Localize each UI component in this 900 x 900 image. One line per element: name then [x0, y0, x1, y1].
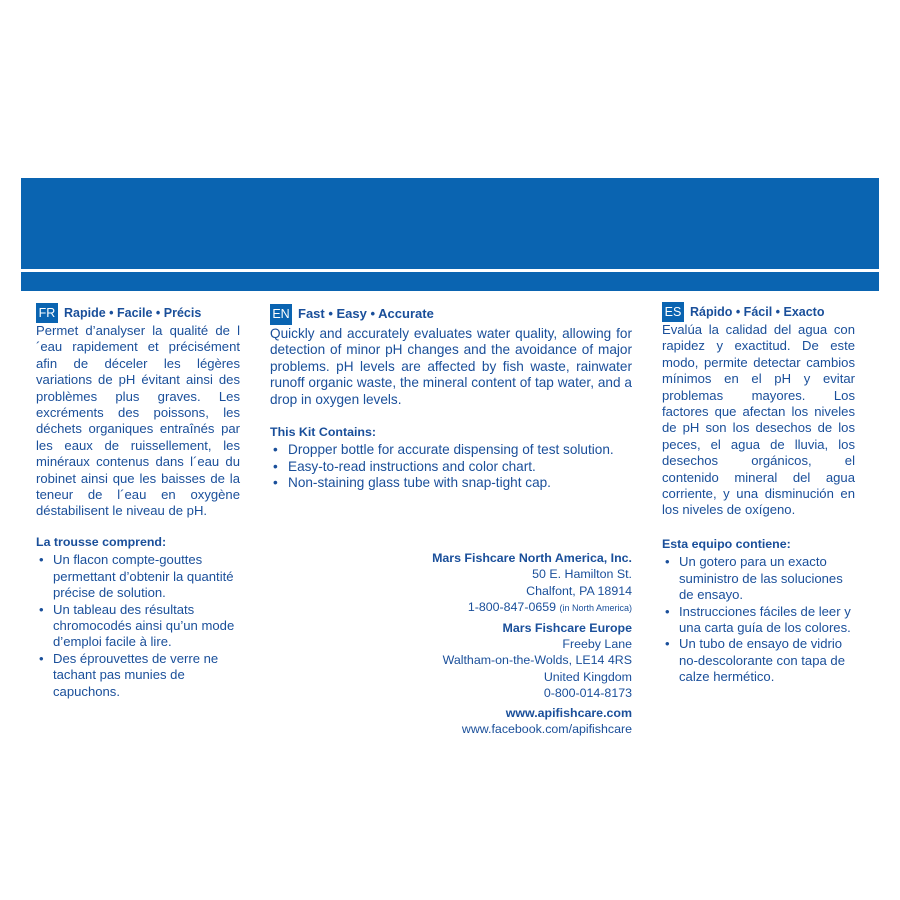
french-section [36, 303, 240, 700]
list-item: • Instrucciones fáciles de leer y una carta guía de los colores. [662, 604, 855, 637]
french-kit-list [36, 552, 240, 700]
na-city: Chalfont, PA 18914 [526, 583, 632, 598]
french-kit-title: La trousse comprend: [36, 534, 167, 549]
na-company-name: Mars Fishcare North America, Inc. [432, 551, 632, 565]
blue-stripe [21, 272, 879, 291]
en-language-badge: EN [270, 304, 292, 325]
list-item: • Un gotero para un exacto suministro de las soluciones de ensayo. [662, 554, 855, 603]
english-section [270, 304, 632, 492]
french-heading [36, 303, 240, 323]
eu-city: Waltham-on-the-Wolds, LE14 4RS [442, 653, 632, 668]
english-heading [270, 304, 632, 325]
english-description: Quickly and accurately evaluates water quality, allowing for detection of minor pH changes and the avoidance of major problems. pH levels are affected by fish waste, rainwater runoff organic waste, the mineral content of tap water, and a drop in oxygen levels. [270, 326, 632, 407]
na-phone: 1-800-847-0659 [467, 600, 557, 615]
eu-street: Freeby Lane [562, 637, 632, 652]
spanish-heading-text: Rápido • Fácil • Exacto [690, 304, 825, 319]
spanish-description: Evalúa la calidad del agua con rapidez y exactitud. De este modo, permite detectar cambios mínimos en el pH y evitar problemas mayores. Los factores que afectan los niveles de pH son los desechos de los peces, el agua de lluvia, los desechos orgánicos, el contenido mineral del agua corriente, y una disminución en los niveles de oxígeno. [662, 322, 855, 518]
list-item: • Easy-to-read instructions and color chart. [270, 459, 632, 475]
na-phone-note: (in North America) [559, 603, 632, 614]
spanish-section [662, 302, 855, 686]
facebook-link[interactable]: www.facebook.com/apifishcare [461, 722, 632, 737]
list-item: • Un flacon compte-gouttes permettant d’obtenir la quantité précise de solution. [36, 552, 240, 601]
spanish-heading [662, 302, 855, 322]
spanish-kit-title: Esta equipo contiene: [662, 536, 791, 551]
english-kit-title: This Kit Contains: [270, 425, 377, 440]
top-blue-banner [21, 178, 879, 269]
english-heading-text: Fast • Easy • Accurate [298, 306, 434, 322]
spanish-kit-list [662, 554, 855, 685]
na-street: 50 E. Hamilton St. [532, 567, 632, 582]
na-phone-line [410, 599, 632, 616]
french-heading-text: Rapide • Facile • Précis [64, 305, 202, 320]
list-item: • Non-staining glass tube with snap-tight cap. [270, 475, 632, 491]
website-link[interactable]: www.apifishcare.com [505, 705, 632, 720]
eu-country: United Kingdom [543, 669, 632, 684]
list-item: • Des éprouvettes de verre ne tachant pas munies de capuchons. [36, 651, 240, 700]
eu-phone: 0-800-014-8173 [543, 686, 632, 701]
list-item: • Un tubo de ensayo de vidrio no-descolorante con tapa de calze hermético. [662, 636, 855, 685]
english-kit-list [270, 442, 632, 491]
list-item: • Un tableau des résultats chromocodés ainsi qu’un mode d’emploi facile à lire. [36, 602, 240, 651]
eu-company-name: Mars Fishcare Europe [502, 620, 632, 635]
fr-language-badge: FR [36, 303, 58, 323]
french-description: Permet d’analyser la qualité de l´eau rapidement et précisément afin de déceler les légères variations de pH évitant ainsi des problèmes plus graves. Les excréments des poissons, les déchets organiques entraînés par les eaux de ruissellement, les minéraux contenus dans l´eau du robinet ainsi que les baisses de la teneur de l´eau en oxygène déstabilisent le niveau de pH. [36, 323, 240, 519]
company-contact-block [410, 550, 632, 737]
es-language-badge: ES [662, 302, 684, 322]
list-item: • Dropper bottle for accurate dispensing of test solution. [270, 442, 632, 458]
